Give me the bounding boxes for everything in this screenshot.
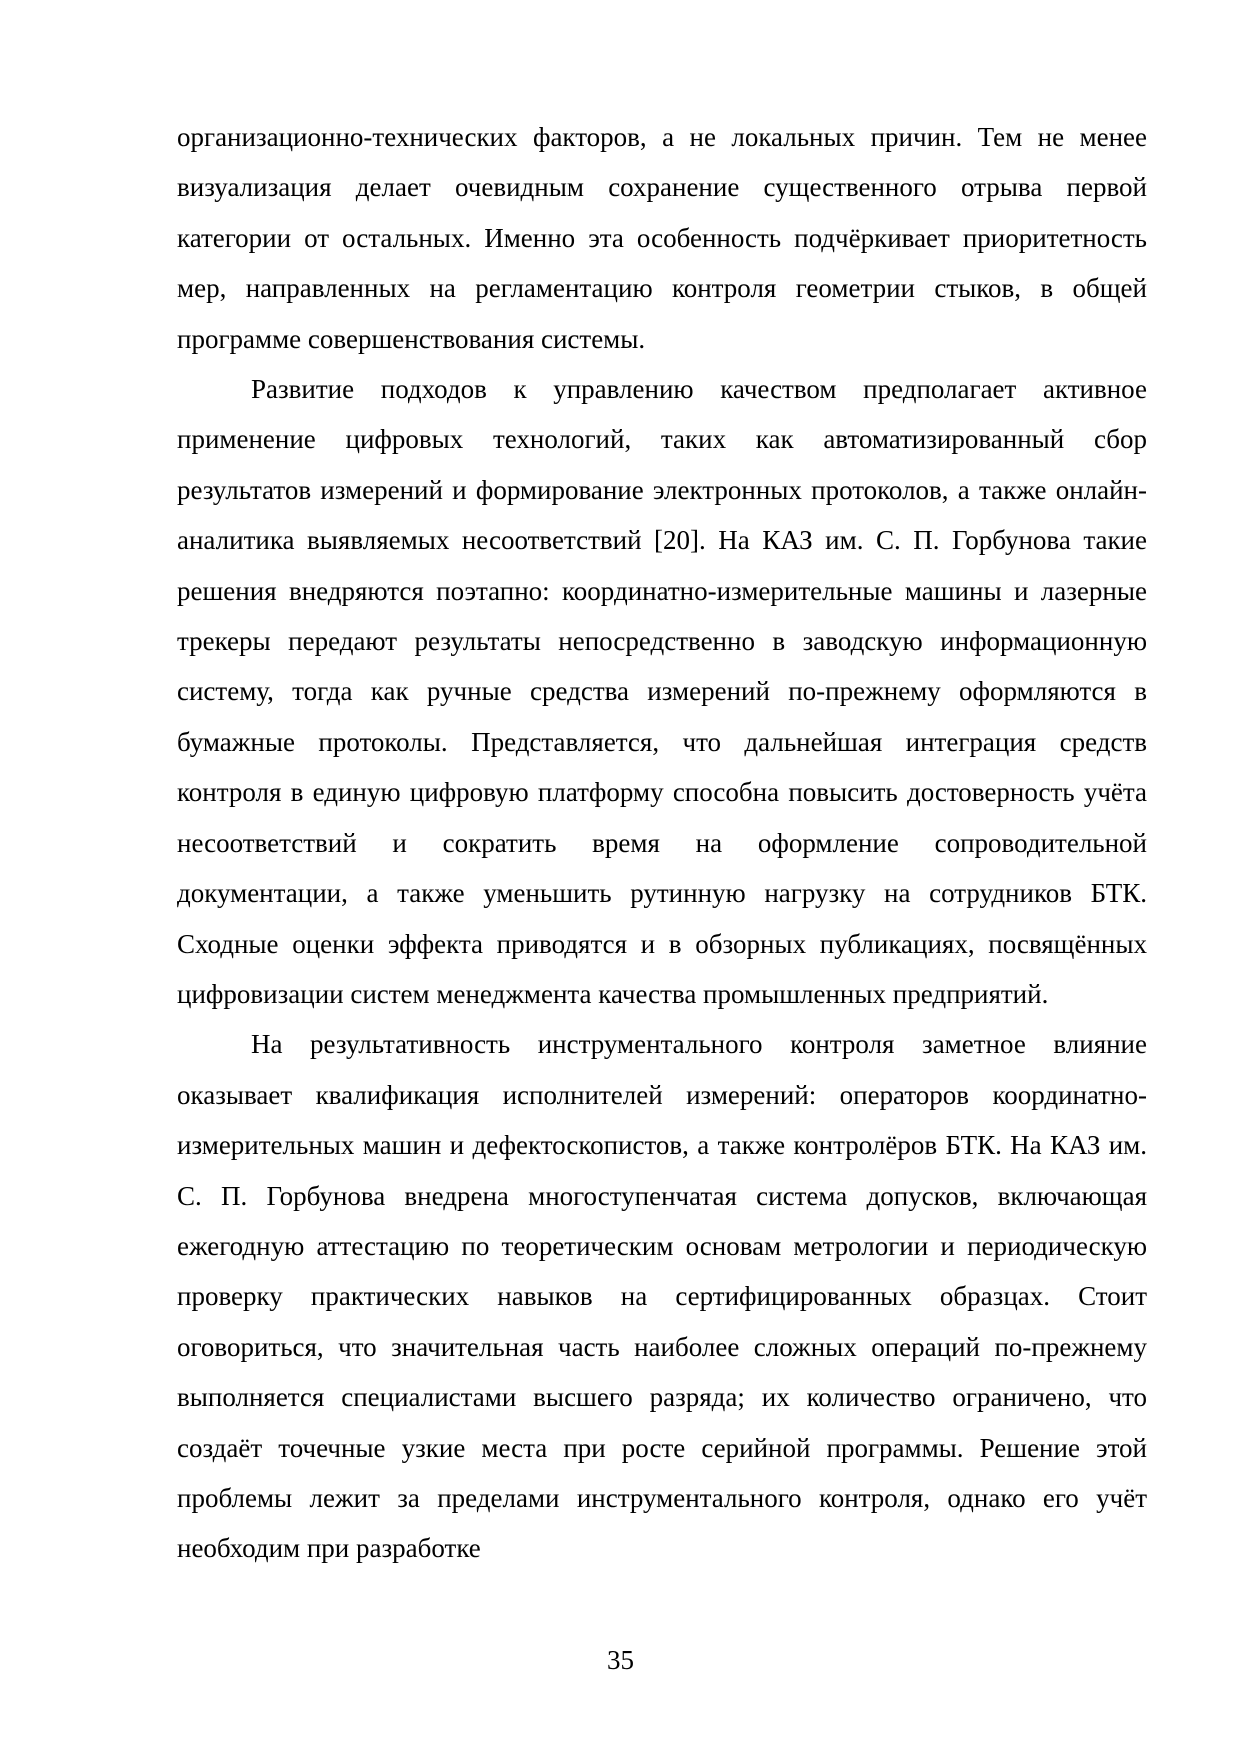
paragraph-continuation: организационно-технических факторов, а не локальных причин. Тем не менее визуализация делает очевидным сохранение существенного отрыва первой категории от остальных. Именно эта особенность подчёркивает приоритетность мер, направленных на регламентацию контроля геометрии стыков, в общей программе совершенствования системы. (177, 122, 1147, 354)
body-text (177, 112, 1147, 1574)
paragraph-digital-technologies: Развитие подходов к управлению качеством предполагает активное применение цифровых технологий, таких как автоматизированный сбор результатов измерений и формирование электронных протоколов, а также онлайн-аналитика выявляемых несоответствий [20]. На КАЗ им. С. П. Горбунова такие решения внедряются поэтапно: координатно-измерительные машины и лазерные трекеры передают результаты непосредственно в заводскую информационную систему, тогда как ручные средства измерений по-прежнему оформляются в бумажные протоколы. Представляется, что дальнейшая интеграция средств контроля в единую цифровую платформу способна повысить достоверность учёта несоответствий и сократить время на оформление сопроводительной документации, а также уменьшить рутинную нагрузку на сотрудников БТК. Сходные оценки эффекта приводятся и в обзорных публикациях, посвящённых цифровизации систем менеджмента качества промышленных предприятий. (177, 374, 1147, 1009)
paragraph-qualification: На результативность инструментального контроля заметное влияние оказывает квалификация исполнителей измерений: операторов координатно-измерительных машин и дефектоскопистов, а также контролёров БТК. На КАЗ им. С. П. Горбунова внедрена многоступенчатая система допусков, включающая ежегодную аттестацию по теоретическим основам метрологии и периодическую проверку практических навыков на сертифицированных образцах. Стоит оговориться, что значительная часть наиболее сложных операций по-прежнему выполняется специалистами высшего разряда; их количество ограничено, что создаёт точечные узкие места при росте серийной программы. Решение этой проблемы лежит за пределами инструментального контроля, однако его учёт необходим при разработке (177, 1029, 1147, 1564)
page-number: 35 (607, 1645, 634, 1675)
